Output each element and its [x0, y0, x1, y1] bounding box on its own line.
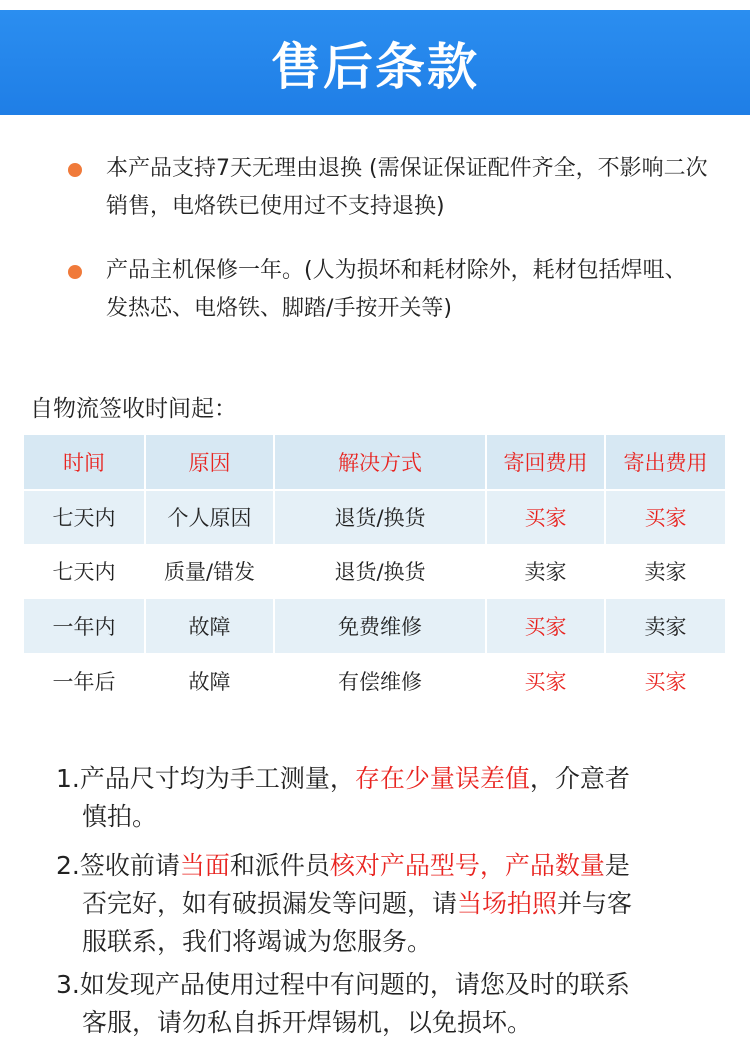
table-row: [24, 599, 725, 654]
note-highlight: 当面: [179, 851, 230, 880]
bullet-item-warranty: [68, 252, 708, 328]
table-cell: 买家: [486, 653, 605, 708]
table-cell: 卖家: [605, 599, 725, 654]
bullet-item-return-policy: [68, 150, 708, 226]
table-header-cell: 寄回费用: [486, 435, 605, 490]
table-header-cell: 时间: [24, 435, 145, 490]
note-measurement: [56, 760, 716, 836]
note-text: 服联系，我们将竭诚为您服务。: [82, 927, 433, 956]
header-banner: [0, 10, 750, 115]
note-contact-service: [56, 966, 716, 1042]
table-cell: 个人原因: [145, 490, 274, 545]
table-header-row: [24, 435, 725, 490]
table-header-cell: 寄出费用: [605, 435, 725, 490]
note-text: 和派件员: [229, 851, 330, 880]
page-title: 售后条款: [271, 37, 479, 96]
note-text: 客服，请勿私自拆开焊锡机，以免损坏。: [82, 1008, 533, 1037]
table-row: [24, 544, 725, 599]
table-cell: 七天内: [24, 490, 145, 545]
table-cell: 卖家: [486, 544, 605, 599]
table-row: [24, 653, 725, 708]
table-cell: 故障: [145, 599, 274, 654]
after-sales-table: [24, 435, 725, 708]
note-text: 2.签收前请: [56, 851, 180, 880]
note-inspection: [56, 847, 716, 961]
note-text: 3.如发现产品使用过程中有问题的，请您及时的联系: [56, 970, 630, 999]
note-text: 慎拍。: [82, 802, 158, 831]
table-cell: 有偿维修: [274, 653, 486, 708]
note-text: ，介意者: [529, 764, 630, 793]
table-cell: 买家: [605, 653, 725, 708]
table-cell: 退货/换货: [274, 544, 486, 599]
table-header-cell: 原因: [145, 435, 274, 490]
section-label: 自物流签收时间起：: [30, 396, 237, 422]
table-cell: 质量/错发: [145, 544, 274, 599]
table-cell: 卖家: [605, 544, 725, 599]
note-highlight: 当场拍照: [457, 889, 558, 918]
note-text: 1.产品尺寸均为手工测量，: [56, 764, 355, 793]
note-text: 并与客: [557, 889, 633, 918]
table-cell: 免费维修: [274, 599, 486, 654]
table-cell: 退货/换货: [274, 490, 486, 545]
note-line: [56, 885, 716, 923]
table-row: [24, 490, 725, 545]
bullet-text: 产品主机保修一年。(人为损坏和耗材除外，耗材包括焊咀、发热芯、电烙铁、脚踏/手按开关等): [106, 258, 687, 321]
table-cell: 故障: [145, 653, 274, 708]
table-cell: 七天内: [24, 544, 145, 599]
note-text: 是: [604, 851, 630, 880]
bullet-text: 本产品支持7天无理由退换 (需保证保证配件齐全，不影响二次销售，电烙铁已使用过不支持退换): [106, 156, 708, 219]
note-highlight: 核对产品型号，产品数量: [329, 851, 605, 880]
note-highlight: 存在少量误差值: [354, 764, 530, 793]
table-cell: 一年后: [24, 653, 145, 708]
note-text: 否完好，如有破损漏发等问题，请: [82, 889, 458, 918]
table-cell: 买家: [486, 490, 605, 545]
table-cell: 一年内: [24, 599, 145, 654]
table-header-cell: 解决方式: [274, 435, 486, 490]
bullet-dot-icon: [68, 265, 82, 279]
table-cell: 买家: [486, 599, 605, 654]
bullet-dot-icon: [68, 163, 82, 177]
table-cell: 买家: [605, 490, 725, 545]
